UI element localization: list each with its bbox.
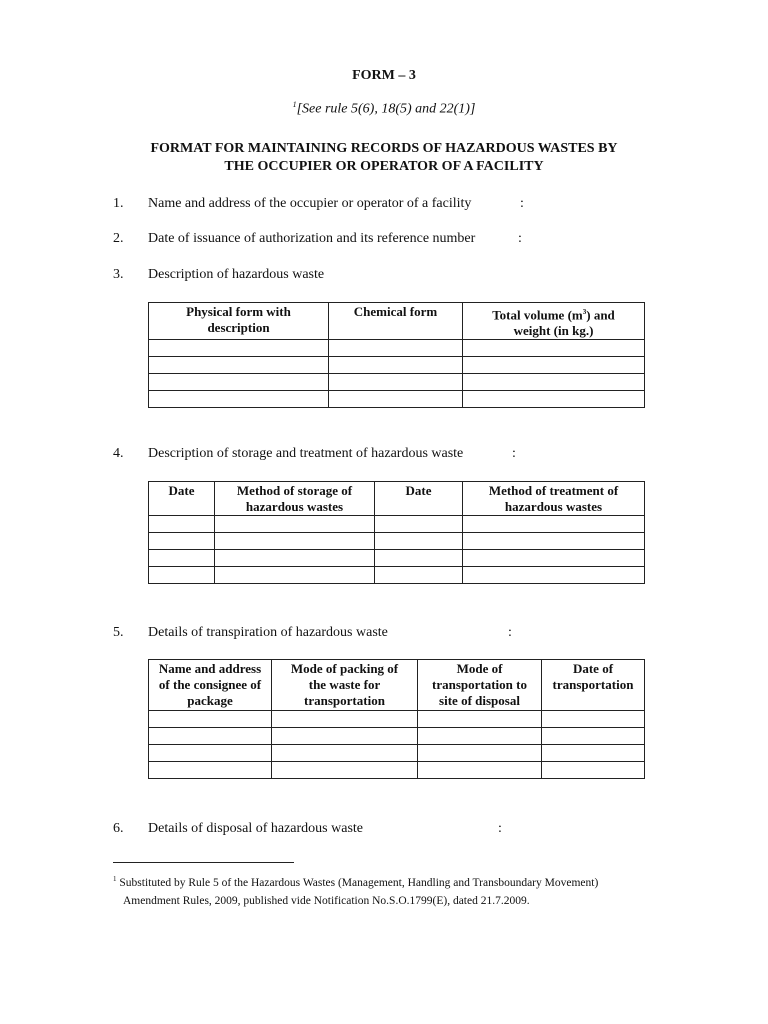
item-1-label: Name and address of the occupier or operator of a facility <box>148 196 472 211</box>
table-cell[interactable] <box>149 711 272 728</box>
col-packing-mode: Mode of packing of the waste for transportation <box>272 660 418 711</box>
table-cell[interactable] <box>329 357 463 374</box>
footnote <box>113 870 713 910</box>
table-cell[interactable] <box>215 533 375 550</box>
table-row <box>149 374 645 391</box>
table-cell[interactable] <box>463 357 645 374</box>
table-cell[interactable] <box>329 374 463 391</box>
table-cell[interactable] <box>418 745 542 762</box>
table-cell[interactable] <box>272 728 418 745</box>
table-cell[interactable] <box>463 550 645 567</box>
item-6-label: Details of disposal of hazardous waste <box>148 821 363 836</box>
table-row <box>149 762 645 779</box>
form-heading-line-1: FORMAT FOR MAINTAINING RECORDS OF HAZARDOUS WASTES BY <box>150 141 618 156</box>
table-cell[interactable] <box>329 391 463 408</box>
table-cell[interactable] <box>463 391 645 408</box>
item-6-number: 6. <box>113 821 124 836</box>
footnote-mark: 1 <box>292 100 297 109</box>
table-cell[interactable] <box>149 374 329 391</box>
table-cell[interactable] <box>149 516 215 533</box>
item-5-label: Details of transpiration of hazardous waste <box>148 625 388 640</box>
item-1-colon: : <box>520 196 524 211</box>
rule-reference <box>0 100 768 118</box>
footnote-divider <box>113 862 294 863</box>
table-cell[interactable] <box>272 711 418 728</box>
item-5-number: 5. <box>113 625 124 640</box>
table-cell[interactable] <box>149 567 215 584</box>
table-cell[interactable] <box>215 567 375 584</box>
col-storage-date: Date <box>149 482 215 516</box>
table-cell[interactable] <box>375 567 463 584</box>
form-heading-line-2: THE OCCUPIER OR OPERATOR OF A FACILITY <box>224 159 544 174</box>
table-cell[interactable] <box>542 762 645 779</box>
col-transport-date: Date of transportation <box>542 660 645 711</box>
transportation-table <box>148 659 645 779</box>
footnote-line-1: Substituted by Rule 5 of the Hazardous Wastes (Management, Handling and Transboundary Movement) <box>119 876 599 889</box>
table-cell[interactable] <box>463 516 645 533</box>
table-cell[interactable] <box>149 550 215 567</box>
col-chemical-form: Chemical form <box>329 303 463 340</box>
table-cell[interactable] <box>149 745 272 762</box>
item-5-colon: : <box>508 625 512 640</box>
table-cell[interactable] <box>463 374 645 391</box>
table-cell[interactable] <box>272 745 418 762</box>
table-row <box>149 550 645 567</box>
item-3-number: 3. <box>113 267 124 282</box>
form-heading <box>80 140 688 176</box>
table-cell[interactable] <box>463 533 645 550</box>
storage-treatment-table <box>148 481 645 584</box>
form-title: FORM – 3 <box>352 68 416 83</box>
table-cell[interactable] <box>329 340 463 357</box>
table-cell[interactable] <box>149 762 272 779</box>
item-4-label: Description of storage and treatment of hazardous waste <box>148 446 464 461</box>
item-3-label: Description of hazardous waste <box>148 267 325 282</box>
col-storage-method: Method of storage of hazardous wastes <box>215 482 375 516</box>
item-6-colon: : <box>498 821 502 836</box>
table-cell[interactable] <box>375 533 463 550</box>
hazardous-waste-table <box>148 302 645 408</box>
col-consignee: Name and address of the consignee of package <box>149 660 272 711</box>
table-cell[interactable] <box>215 550 375 567</box>
table-cell[interactable] <box>463 567 645 584</box>
table-cell[interactable] <box>272 762 418 779</box>
table-cell[interactable] <box>463 340 645 357</box>
table-cell[interactable] <box>375 516 463 533</box>
table-row <box>149 567 645 584</box>
table-cell[interactable] <box>418 711 542 728</box>
table-row <box>149 357 645 374</box>
col-total-volume: Total volume $(m^3)$ and weight (in kg.) <box>463 303 645 340</box>
table-cell[interactable] <box>149 533 215 550</box>
item-2-number: 2. <box>113 231 124 246</box>
col-transport-mode: Mode of transportation to site of disposal <box>418 660 542 711</box>
rule-reference-text: [See rule 5(6), 18(5) and 22(1)] <box>296 101 476 117</box>
item-4-colon: : <box>512 446 516 461</box>
table-row <box>149 516 645 533</box>
item-2-colon: : <box>518 231 522 246</box>
table-cell[interactable] <box>215 516 375 533</box>
item-4-number: 4. <box>113 446 124 461</box>
table-cell[interactable] <box>418 762 542 779</box>
table-cell[interactable] <box>542 728 645 745</box>
table-cell[interactable] <box>149 728 272 745</box>
footnote-number: 1 <box>113 875 117 883</box>
table-row <box>149 391 645 408</box>
table-cell[interactable] <box>542 711 645 728</box>
table-row <box>149 711 645 728</box>
table-row <box>149 745 645 762</box>
table-cell[interactable] <box>149 340 329 357</box>
table-row <box>149 728 645 745</box>
table-cell[interactable] <box>149 391 329 408</box>
table-cell[interactable] <box>375 550 463 567</box>
footnote-line-2: Amendment Rules, 2009, published vide Notification No.S.O.1799(E), dated 21.7.2009. <box>123 894 530 907</box>
col-treatment-date: Date <box>375 482 463 516</box>
table-cell[interactable] <box>149 357 329 374</box>
item-2-label: Date of issuance of authorization and its reference number <box>148 231 476 246</box>
table-row <box>149 533 645 550</box>
table-cell[interactable] <box>542 745 645 762</box>
col-treatment-method: Method of treatment of hazardous wastes <box>463 482 645 516</box>
table-row <box>149 340 645 357</box>
table-cell[interactable] <box>418 728 542 745</box>
col-physical-form: Physical form with description <box>149 303 329 340</box>
item-1-number: 1. <box>113 196 124 211</box>
